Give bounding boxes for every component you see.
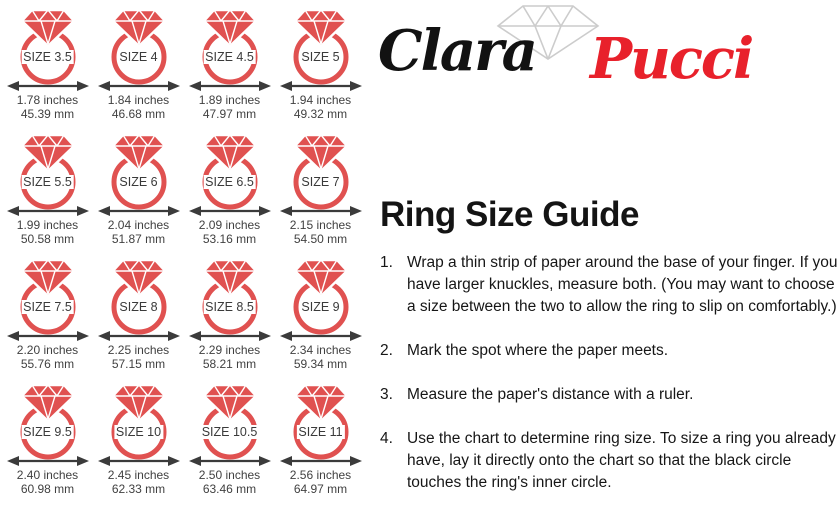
- ring-measurements: [275, 219, 366, 246]
- inches-value: 2.20 inches: [16, 343, 79, 357]
- ring-size-label: SIZE 4: [119, 50, 158, 64]
- ring-diamond-arrow-icon: [96, 131, 182, 217]
- ring-diamond-arrow-icon: [278, 256, 364, 342]
- inches-value: 1.78 inches: [16, 93, 79, 107]
- page-title: Ring Size Guide: [380, 195, 639, 234]
- ring-size-cell: [2, 6, 93, 131]
- inches-value: 1.89 inches: [198, 93, 261, 107]
- ring-diamond-arrow-icon: [96, 256, 182, 342]
- mm-value: 60.98 mm: [20, 481, 75, 496]
- ring-size-label: SIZE 10.5: [201, 425, 258, 439]
- inches-value: 2.45 inches: [107, 468, 170, 482]
- ring-diamond-arrow-icon: [187, 131, 273, 217]
- ring-figure: [187, 131, 273, 217]
- step-text: Measure the paper's distance with a ruler.: [407, 386, 694, 403]
- ring-size-label: SIZE 10: [115, 425, 162, 439]
- ring-size-cell: [275, 131, 366, 256]
- ring-figure: [5, 381, 91, 467]
- inches-value: 2.29 inches: [198, 343, 261, 357]
- ring-diamond-arrow-icon: [187, 6, 273, 92]
- mm-value: 54.50 mm: [293, 231, 348, 246]
- step-text: Wrap a thin strip of paper around the base of your finger. If you have larger knuckles, measure both. (You may want to choose a size between the two to allow the ring to slip on comfortably.): [407, 254, 838, 315]
- ring-size-cell: [93, 381, 184, 506]
- ring-size-cell: [2, 381, 93, 506]
- mm-value: 45.39 mm: [20, 106, 75, 121]
- ring-measurements: [2, 94, 93, 121]
- ring-measurements: [275, 344, 366, 371]
- step-number: 4.: [380, 430, 393, 447]
- ring-diamond-arrow-icon: [278, 6, 364, 92]
- ring-measurements: [275, 469, 366, 496]
- ring-measurements: [93, 219, 184, 246]
- ring-figure: [278, 381, 364, 467]
- step-number: 3.: [380, 386, 393, 403]
- step-text: Mark the spot where the paper meets.: [407, 342, 669, 359]
- inches-value: 2.04 inches: [107, 218, 170, 232]
- inches-value: 2.56 inches: [289, 468, 352, 482]
- ring-diamond-arrow-icon: [5, 6, 91, 92]
- mm-value: 50.58 mm: [20, 231, 75, 246]
- inches-value: 2.15 inches: [289, 218, 352, 232]
- inches-value: 2.09 inches: [198, 218, 261, 232]
- ring-figure: [187, 256, 273, 342]
- ring-size-cell: [275, 256, 366, 381]
- ring-size-cell: [184, 6, 275, 131]
- mm-value: 59.34 mm: [293, 356, 348, 371]
- ring-measurements: [184, 94, 275, 121]
- inches-value: 1.84 inches: [107, 93, 170, 107]
- ring-figure: [5, 256, 91, 342]
- mm-value: 57.15 mm: [111, 356, 166, 371]
- ring-figure: [5, 6, 91, 92]
- ring-diamond-arrow-icon: [96, 381, 182, 467]
- ring-diamond-arrow-icon: [5, 256, 91, 342]
- inches-value: 1.99 inches: [16, 218, 79, 232]
- ring-size-label: SIZE 11: [298, 425, 343, 439]
- ring-size-label: SIZE 5: [301, 50, 340, 64]
- ring-size-label: SIZE 9.5: [23, 425, 72, 439]
- ring-figure: [187, 381, 273, 467]
- brand-logo: [378, 0, 838, 110]
- ring-size-label: SIZE 7.5: [23, 300, 72, 314]
- ring-size-cell: [2, 256, 93, 381]
- ring-figure: [278, 6, 364, 92]
- brand-name-first: Clara: [378, 18, 536, 84]
- ring-size-label: SIZE 8: [119, 300, 158, 314]
- mm-value: 53.16 mm: [202, 231, 257, 246]
- inches-value: 2.40 inches: [16, 468, 79, 482]
- step-item: [380, 384, 838, 406]
- ring-diamond-arrow-icon: [5, 131, 91, 217]
- ring-diamond-arrow-icon: [278, 381, 364, 467]
- ring-size-cell: [93, 6, 184, 131]
- step-number: 2.: [380, 342, 393, 359]
- ring-size-cell: [93, 131, 184, 256]
- mm-value: 62.33 mm: [111, 481, 166, 496]
- ring-size-cell: [275, 6, 366, 131]
- step-number: 1.: [380, 254, 393, 271]
- mm-value: 63.46 mm: [202, 481, 257, 496]
- ring-measurements: [184, 344, 275, 371]
- ring-figure: [187, 6, 273, 92]
- ring-figure: [96, 131, 182, 217]
- ring-figure: [278, 131, 364, 217]
- ring-diamond-arrow-icon: [187, 381, 273, 467]
- mm-value: 51.87 mm: [111, 231, 166, 246]
- mm-value: 55.76 mm: [20, 356, 75, 371]
- ring-diamond-arrow-icon: [5, 381, 91, 467]
- instructions-list: [380, 252, 838, 516]
- ring-measurements: [2, 219, 93, 246]
- step-text: Use the chart to determine ring size. To size a ring you already have, lay it directly onto the chart so that the black circle touches the ring's inner circle.: [407, 430, 836, 491]
- brand-name-second: Pucci: [590, 26, 753, 92]
- ring-diamond-arrow-icon: [96, 6, 182, 92]
- ring-size-label: SIZE 6.5: [205, 175, 254, 189]
- ring-figure: [5, 131, 91, 217]
- ring-size-label: SIZE 9: [301, 300, 340, 314]
- ring-diamond-arrow-icon: [187, 256, 273, 342]
- ring-size-cell: [184, 381, 275, 506]
- ring-measurements: [2, 344, 93, 371]
- step-item: [380, 428, 838, 494]
- ring-measurements: [93, 469, 184, 496]
- ring-measurements: [184, 219, 275, 246]
- inches-value: 2.50 inches: [198, 468, 261, 482]
- step-item: [380, 252, 838, 318]
- ring-measurements: [2, 469, 93, 496]
- inches-value: 1.94 inches: [289, 93, 352, 107]
- mm-value: 49.32 mm: [293, 106, 348, 121]
- ring-size-label: SIZE 3.5: [23, 50, 72, 64]
- ring-size-grid: [2, 6, 366, 506]
- inches-value: 2.25 inches: [107, 343, 170, 357]
- ring-size-label: SIZE 8.5: [205, 300, 254, 314]
- mm-value: 64.97 mm: [293, 481, 348, 496]
- ring-figure: [96, 381, 182, 467]
- ring-size-cell: [93, 256, 184, 381]
- ring-size-cell: [275, 381, 366, 506]
- ring-size-label: SIZE 4.5: [205, 50, 254, 64]
- inches-value: 2.34 inches: [289, 343, 352, 357]
- ring-figure: [96, 6, 182, 92]
- ring-figure: [96, 256, 182, 342]
- ring-measurements: [275, 94, 366, 121]
- ring-size-cell: [184, 256, 275, 381]
- ring-size-label: SIZE 6: [119, 175, 158, 189]
- mm-value: 46.68 mm: [111, 106, 166, 121]
- ring-figure: [278, 256, 364, 342]
- mm-value: 47.97 mm: [202, 106, 257, 121]
- ring-measurements: [184, 469, 275, 496]
- guide-panel: [378, 0, 838, 491]
- ring-measurements: [93, 344, 184, 371]
- mm-value: 58.21 mm: [202, 356, 257, 371]
- ring-measurements: [93, 94, 184, 121]
- ring-size-cell: [184, 131, 275, 256]
- ring-size-label: SIZE 7: [301, 175, 340, 189]
- ring-size-label: SIZE 5.5: [23, 175, 72, 189]
- step-item: [380, 340, 838, 362]
- ring-diamond-arrow-icon: [278, 131, 364, 217]
- ring-size-cell: [2, 131, 93, 256]
